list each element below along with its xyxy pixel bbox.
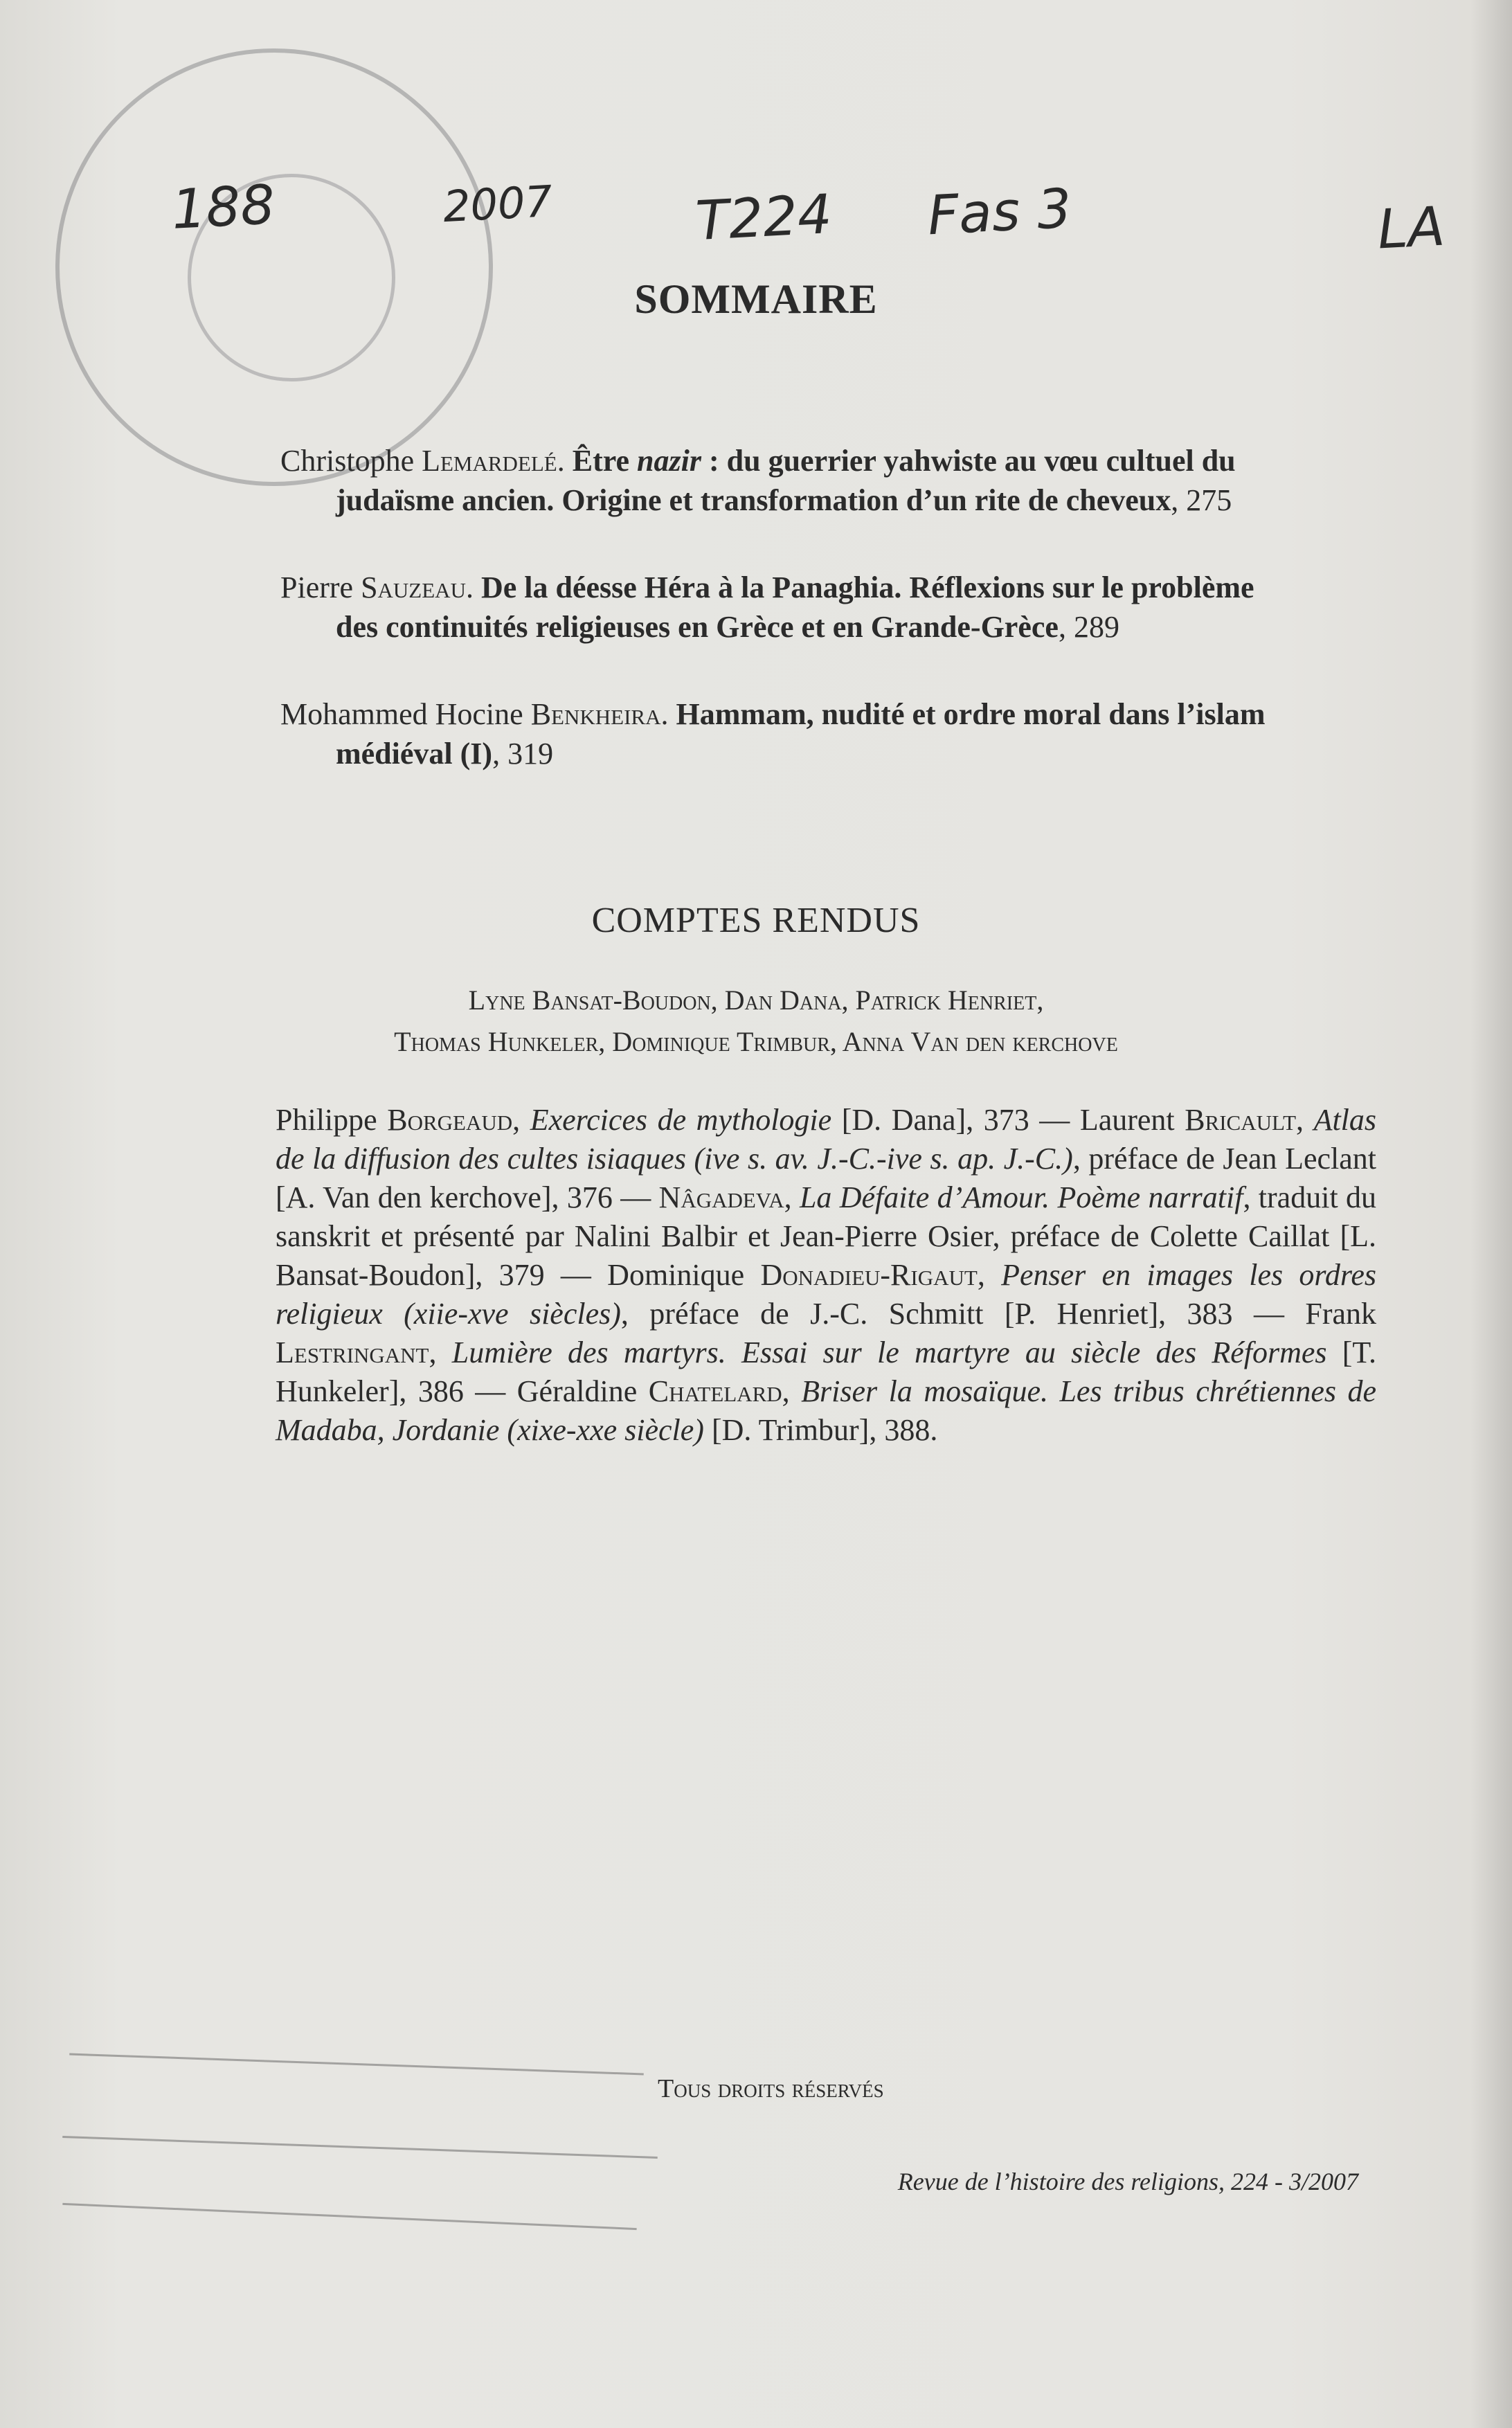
article-title-line2: des continuités religieuses en Grèce et en Grande-Grèce xyxy=(336,610,1059,644)
author-first: Mohammed Hocine xyxy=(280,697,523,731)
review-book-title: Penser en images les ordres religieux (xiie-xve siècles) xyxy=(276,1258,1377,1331)
handwritten-note: T224 xyxy=(694,183,834,253)
review-book-title: Exercices de mythologie xyxy=(530,1103,832,1137)
article-title-italic: nazir xyxy=(637,444,701,478)
review-author-last: Chatelard, xyxy=(648,1374,790,1408)
page-footer: Revue de l’histoire des religions, 224 - 3/2007 xyxy=(897,2168,1358,2195)
article-title-line2: judaïsme ancien. Origine et transformation d’un rite de cheveux xyxy=(336,483,1171,517)
author-last: Lemardelé. xyxy=(422,444,565,478)
article-page: , 275 xyxy=(1171,483,1232,517)
review-book-title: Lumière des martyrs. Essai sur le martyre au siècle des Réformes xyxy=(451,1336,1327,1369)
rights-notice: Tous droits réservés xyxy=(658,2074,884,2103)
review-details: , traduit du sanskrit et présenté par Nalini Balbir et Jean-Pierre Osier, préface de Colette Caillat [L. Bansat-Boudon], 379 — Dominique xyxy=(276,1180,1377,1292)
article-page: , 319 xyxy=(492,737,554,771)
review-author-last: Lestringant, xyxy=(276,1336,437,1369)
article-title-line2-wrap xyxy=(280,734,1381,773)
review-book-title: Briser la mosaïque. Les tribus chrétiennes de Madaba, Jordanie (xixe-xxe siècle) xyxy=(276,1374,1377,1447)
page-edge-shadow xyxy=(1470,0,1512,2428)
reviewers-line: Thomas Hunkeler, Dominique Trimbur, Anna Van den kerchove xyxy=(394,1026,1118,1057)
review-details: , préface de J.-C. Schmitt [P. Henriet], 383 — Frank xyxy=(620,1297,1376,1331)
review-details: [D. Trimbur], 388. xyxy=(703,1413,938,1447)
author-first: Pierre xyxy=(280,570,354,604)
library-stamp xyxy=(55,48,493,486)
scribble-line xyxy=(69,2053,644,2076)
article-title-end: : du guerrier yahwiste au vœu cultuel du xyxy=(701,444,1236,478)
review-author-first: Philippe xyxy=(276,1103,377,1137)
author-first: Christophe xyxy=(280,444,415,478)
handwritten-note: 188 xyxy=(170,174,277,242)
article-entry xyxy=(280,441,1381,520)
review-author-last: Bricault, xyxy=(1185,1103,1304,1137)
review-details: [D. Dana], 373 — Laurent xyxy=(831,1103,1175,1137)
review-details: [T. Hunkeler], 386 — Géraldine xyxy=(276,1336,1377,1408)
article-title-line2-wrap xyxy=(280,480,1381,520)
review-author-last: Donadieu-Rigaut, xyxy=(760,1258,985,1292)
reviews-heading: COMPTES RENDUS xyxy=(591,901,921,940)
article-title-line2: médiéval (I) xyxy=(336,737,493,771)
article-title-line2-wrap xyxy=(280,607,1381,647)
reviews-paragraph xyxy=(276,1101,1376,1450)
handwritten-note: Fas 3 xyxy=(926,177,1073,248)
review-author-last: Nâgadeva, xyxy=(658,1180,792,1214)
author-last: Benkheira. xyxy=(530,697,669,731)
article-entry xyxy=(280,568,1381,647)
scribble-line xyxy=(62,2203,636,2230)
reviewers-line: Lyne Bansat-Boudon, Dan Dana, Patrick Henriet, xyxy=(468,984,1044,1016)
page-title: SOMMAIRE xyxy=(634,276,878,322)
article-entry xyxy=(280,694,1381,773)
scribble-line xyxy=(62,2136,658,2159)
review-author-last: Borgeaud, xyxy=(387,1103,521,1137)
author-last: Sauzeau. xyxy=(361,570,474,604)
article-title-line1: Hammam, nudité et ordre moral dans l’islam xyxy=(676,697,1266,731)
article-title-line1: De la déesse Héra à la Panaghia. Réflexions sur le problème xyxy=(480,570,1254,604)
review-details: , préface de Jean Leclant [A. Van den kerchove], 376 — xyxy=(276,1142,1377,1214)
review-book-title: La Défaite d’Amour. Poème narratif xyxy=(799,1180,1243,1214)
reviewers-list xyxy=(0,980,1512,1063)
article-page: , 289 xyxy=(1058,610,1119,644)
handwritten-note: 2007 xyxy=(442,175,554,233)
article-title-start: Être xyxy=(572,444,630,478)
review-book-title: Atlas de la diffusion des cultes isiaques (ive s. av. J.-C.-ive s. ap. J.-C.) xyxy=(276,1103,1377,1176)
handwritten-note: LA xyxy=(1376,195,1447,262)
